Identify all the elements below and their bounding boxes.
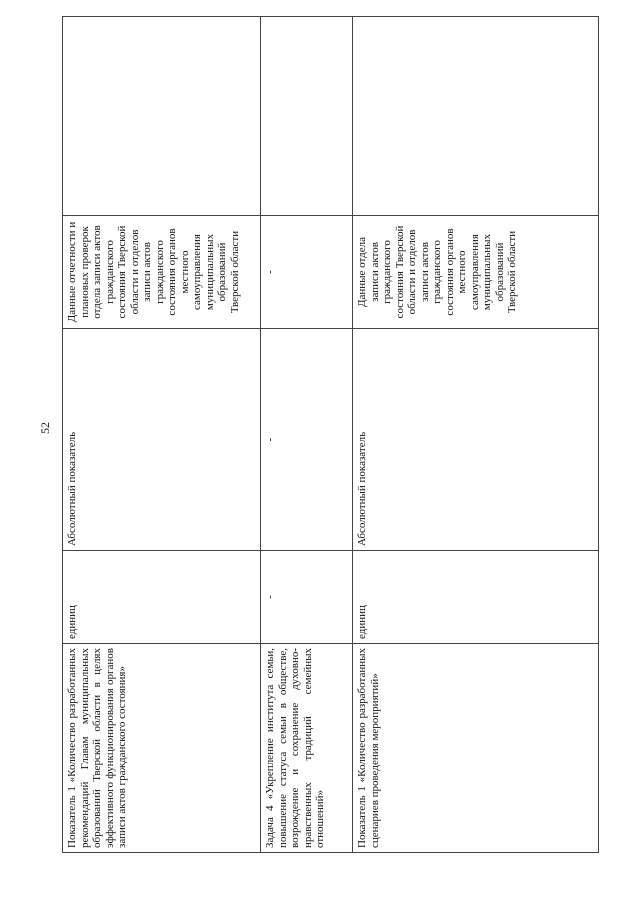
extra-cell [63, 17, 261, 216]
source-cell: Данные отдела записи актов гражданского состояния Тверской области и отделов записи актов гражданского состояния органов местного самоуправления муниципальных образований Тверской области [353, 216, 599, 329]
unit-cell: - [261, 551, 353, 644]
extra-cell [353, 17, 599, 216]
unit-cell: единиц [353, 551, 599, 644]
source-cell: Данные отчетности и плановых проверок отдела записи актов гражданского состояния Тверской области и отделов записи актов гражданского состояния органов местного самоуправления муниципальных образований Тверской области [63, 216, 261, 329]
table-row [353, 17, 599, 853]
source-cell: - [261, 216, 353, 329]
type-cell: Абсолютный показатель [63, 329, 261, 551]
table-row [261, 17, 353, 853]
table-row [63, 17, 261, 853]
type-cell: - [261, 329, 353, 551]
indicator-name-cell: Показатель 1 «Количество разработанных рекомендаций Главам муниципальных образований Тверской области в целях эффективного функционирования органов записи актов гражданского состояния» [63, 644, 261, 853]
task-name-cell: Задача 4 «Укрепление института семьи, повышение статуса семьи в обществе, возрождение и сохранение духовно-нравственных традиций семейных отношений» [261, 644, 353, 853]
type-cell: Абсолютный показатель [353, 329, 599, 551]
rotated-table-container [62, 48, 598, 853]
page-number: 52 [38, 422, 52, 434]
indicators-table [62, 16, 599, 853]
indicator-name-cell: Показатель 1 «Количество разработанных сценариев проведения мероприятий» [353, 644, 599, 853]
extra-cell [261, 17, 353, 216]
unit-cell: единиц [63, 551, 261, 644]
